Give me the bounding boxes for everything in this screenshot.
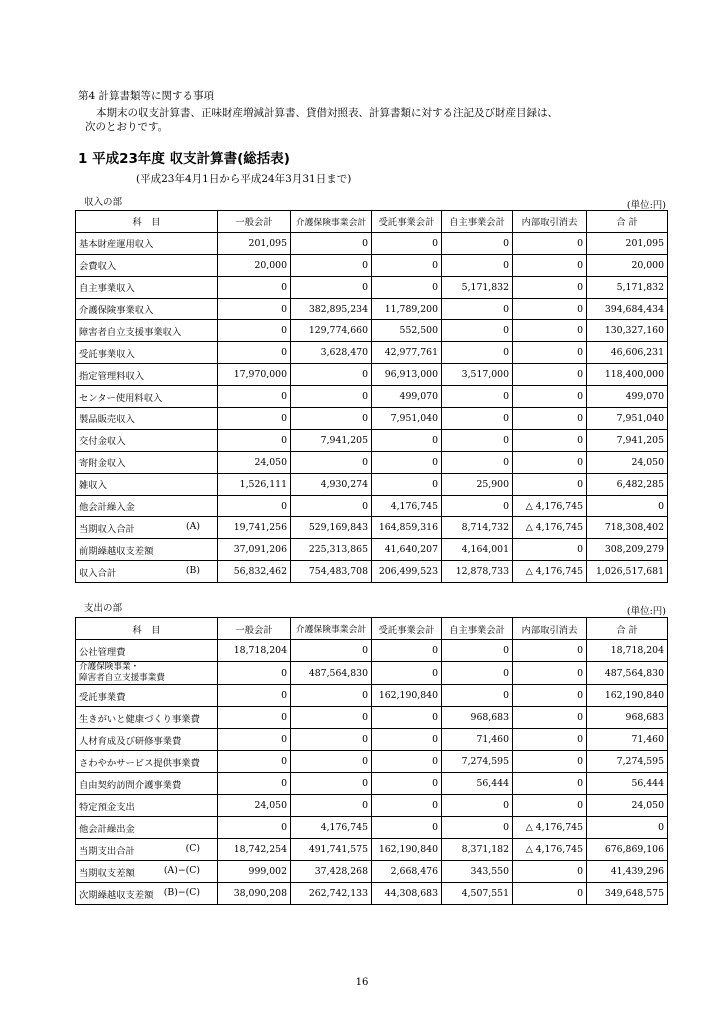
row-item-label: 介護保険事業・ xyxy=(79,662,140,672)
income-table xyxy=(75,210,668,583)
cell-total: 308,209,279 xyxy=(587,539,668,561)
row-item-cell xyxy=(76,232,218,254)
row-item-cell xyxy=(76,451,218,473)
cell-total: 968,683 xyxy=(587,707,668,729)
row-item-cell xyxy=(76,429,218,451)
cell-consigned: 162,190,840 xyxy=(372,685,442,707)
cell-self-business: 0 xyxy=(442,795,513,817)
table-row xyxy=(76,561,668,583)
table-row xyxy=(76,707,668,729)
cell-general: 0 xyxy=(218,320,291,342)
table-row xyxy=(76,685,668,707)
cell-general: 38,090,208 xyxy=(218,883,291,905)
cell-self-business: 8,371,182 xyxy=(442,839,513,861)
cell-consigned: 4,176,745 xyxy=(372,495,442,517)
cell-care-insurance: 0 xyxy=(291,685,372,707)
cell-care-insurance: 491,741,575 xyxy=(291,839,372,861)
header-consigned: 受託事業会計 xyxy=(372,211,442,233)
row-item-cell xyxy=(76,861,218,883)
cell-self-business: 0 xyxy=(442,298,513,320)
table-row xyxy=(76,495,668,517)
cell-internal-elimination: △ 4,176,745 xyxy=(513,839,587,861)
cell-care-insurance: 0 xyxy=(291,451,372,473)
cell-general: 19,741,256 xyxy=(218,517,291,539)
cell-total: 7,951,040 xyxy=(587,408,668,430)
cell-total: 0 xyxy=(587,495,668,517)
cell-total: 7,941,205 xyxy=(587,429,668,451)
cell-total: 118,400,000 xyxy=(587,364,668,386)
cell-self-business: 0 xyxy=(442,451,513,473)
row-item-label: さわやかサービス提供事業費 xyxy=(79,757,200,769)
row-item-cell xyxy=(76,773,218,795)
row-item-cell xyxy=(76,707,218,729)
header-internal-elimination: 内部取引消去 xyxy=(513,211,587,233)
intro-text-line1: 本期末の収支計算書、正味財産増減計算書、貸借対照表、計算書類に対する注記及び財産目録は、 xyxy=(96,107,558,119)
cell-general: 201,095 xyxy=(218,232,291,254)
row-item-cell xyxy=(76,561,218,583)
cell-care-insurance: 7,941,205 xyxy=(291,429,372,451)
table-row xyxy=(76,298,668,320)
cell-consigned: 0 xyxy=(372,429,442,451)
cell-total: 394,684,434 xyxy=(587,298,668,320)
cell-internal-elimination: 0 xyxy=(513,429,587,451)
cell-internal-elimination: 0 xyxy=(513,364,587,386)
cell-consigned: 0 xyxy=(372,640,442,662)
row-item-cell xyxy=(76,517,218,539)
cell-total: 1,026,517,681 xyxy=(587,561,668,583)
cell-consigned: 499,070 xyxy=(372,386,442,408)
cell-consigned: 552,500 xyxy=(372,320,442,342)
table-row xyxy=(76,517,668,539)
expense-table xyxy=(75,617,668,905)
row-item-reference: (A) xyxy=(186,520,200,532)
expense-header-row xyxy=(76,618,668,640)
cell-general: 0 xyxy=(218,408,291,430)
cell-general: 0 xyxy=(218,773,291,795)
header-general: 一般会計 xyxy=(218,211,291,233)
cell-general: 0 xyxy=(218,751,291,773)
income-header-row xyxy=(76,211,668,233)
row-item-cell xyxy=(76,473,218,495)
row-item-label: 介護保険事業収入 xyxy=(79,305,154,316)
table-row xyxy=(76,861,668,883)
cell-care-insurance: 262,742,133 xyxy=(291,883,372,905)
cell-general: 56,832,462 xyxy=(218,561,291,583)
cell-self-business: 0 xyxy=(442,817,513,839)
cell-internal-elimination: 0 xyxy=(513,861,587,883)
table-row xyxy=(76,751,668,773)
cell-general: 0 xyxy=(218,662,291,685)
cell-self-business: 4,164,001 xyxy=(442,539,513,561)
header-self-business: 自主事業会計 xyxy=(442,211,513,233)
row-item-cell xyxy=(76,817,218,839)
row-item-cell xyxy=(76,662,218,685)
cell-general: 18,718,204 xyxy=(218,640,291,662)
cell-general: 24,050 xyxy=(218,795,291,817)
cell-consigned: 0 xyxy=(372,232,442,254)
cell-care-insurance: 0 xyxy=(291,751,372,773)
cell-consigned: 0 xyxy=(372,473,442,495)
row-item-cell xyxy=(76,342,218,364)
cell-general: 17,970,000 xyxy=(218,364,291,386)
row-item-cell xyxy=(76,364,218,386)
row-item-label: 他会計繰出金 xyxy=(79,823,135,835)
cell-consigned: 0 xyxy=(372,773,442,795)
row-item-label: 次期繰越収支差額 xyxy=(79,889,154,901)
row-item-label: 寄附金収入 xyxy=(79,458,126,470)
cell-general: 24,050 xyxy=(218,451,291,473)
cell-total: 71,460 xyxy=(587,729,668,751)
expense-unit-label: (単位:円) xyxy=(626,606,666,617)
cell-self-business: 8,714,732 xyxy=(442,517,513,539)
cell-care-insurance: 4,930,274 xyxy=(291,473,372,495)
cell-consigned: 0 xyxy=(372,795,442,817)
cell-self-business: 0 xyxy=(442,640,513,662)
cell-consigned: 0 xyxy=(372,276,442,298)
cell-total: 349,648,575 xyxy=(587,883,668,905)
row-item-cell xyxy=(76,839,218,861)
row-item-label: 自主事業収入 xyxy=(79,283,135,295)
row-item-label: 製品販売収入 xyxy=(79,414,135,426)
cell-care-insurance: 0 xyxy=(291,495,372,517)
cell-total: 46,606,231 xyxy=(587,342,668,364)
statement-title: 1 平成23年度 収支計算書(総括表) xyxy=(78,151,290,167)
cell-self-business: 4,507,551 xyxy=(442,883,513,905)
cell-general: 1,526,111 xyxy=(218,473,291,495)
cell-general: 0 xyxy=(218,429,291,451)
row-item-label: 受託事業収入 xyxy=(79,348,135,360)
cell-internal-elimination: 0 xyxy=(513,883,587,905)
cell-self-business: 0 xyxy=(442,342,513,364)
cell-internal-elimination: 0 xyxy=(513,386,587,408)
cell-self-business: 0 xyxy=(442,429,513,451)
cell-care-insurance: 37,428,268 xyxy=(291,861,372,883)
row-item-cell xyxy=(76,276,218,298)
row-item-label: 収入合計 xyxy=(79,567,117,579)
cell-consigned: 7,951,040 xyxy=(372,408,442,430)
cell-total: 162,190,840 xyxy=(587,685,668,707)
cell-care-insurance: 129,774,660 xyxy=(291,320,372,342)
table-row xyxy=(76,729,668,751)
table-row xyxy=(76,364,668,386)
table-row xyxy=(76,883,668,905)
row-item-cell xyxy=(76,729,218,751)
cell-total: 201,095 xyxy=(587,232,668,254)
header-item: 科 目 xyxy=(76,211,218,233)
header-total: 合 計 xyxy=(587,618,668,640)
row-item-label: 自由契約訪問介護事業費 xyxy=(79,779,182,791)
cell-internal-elimination: 0 xyxy=(513,451,587,473)
cell-self-business: 968,683 xyxy=(442,707,513,729)
row-item-cell xyxy=(76,408,218,430)
cell-care-insurance: 382,895,234 xyxy=(291,298,372,320)
cell-consigned: 0 xyxy=(372,751,442,773)
cell-care-insurance: 0 xyxy=(291,729,372,751)
row-item-label: 公社管理費 xyxy=(79,646,126,658)
cell-total: 41,439,296 xyxy=(587,861,668,883)
cell-care-insurance: 4,176,745 xyxy=(291,817,372,839)
cell-internal-elimination: 0 xyxy=(513,707,587,729)
header-item: 科 目 xyxy=(76,618,218,640)
cell-internal-elimination: 0 xyxy=(513,685,587,707)
row-item-cell xyxy=(76,495,218,517)
cell-internal-elimination: 0 xyxy=(513,773,587,795)
cell-care-insurance: 0 xyxy=(291,773,372,795)
income-section-label: 収入の部 xyxy=(84,197,123,208)
cell-general: 0 xyxy=(218,386,291,408)
cell-total: 676,869,106 xyxy=(587,839,668,861)
table-row xyxy=(76,817,668,839)
cell-self-business: 0 xyxy=(442,662,513,685)
cell-care-insurance: 0 xyxy=(291,386,372,408)
cell-consigned: 0 xyxy=(372,707,442,729)
row-item-reference: (C) xyxy=(185,842,200,854)
cell-self-business: 7,274,595 xyxy=(442,751,513,773)
cell-care-insurance: 487,564,830 xyxy=(291,662,372,685)
cell-self-business: 0 xyxy=(442,254,513,276)
row-item-cell xyxy=(76,640,218,662)
cell-total: 6,482,285 xyxy=(587,473,668,495)
cell-consigned: 41,640,207 xyxy=(372,539,442,561)
row-item-label: 当期支出合計 xyxy=(79,845,135,857)
cell-total: 56,444 xyxy=(587,773,668,795)
cell-care-insurance: 0 xyxy=(291,364,372,386)
cell-internal-elimination: 0 xyxy=(513,320,587,342)
row-item-label: 会費収入 xyxy=(79,261,117,273)
cell-care-insurance: 0 xyxy=(291,640,372,662)
header-care-insurance: 介護保険事業会計 xyxy=(291,211,372,233)
cell-internal-elimination: 0 xyxy=(513,408,587,430)
row-item-reference: (A)−(C) xyxy=(163,864,200,876)
row-item-label: 当期収入合計 xyxy=(79,523,135,535)
cell-consigned: 0 xyxy=(372,729,442,751)
row-item-cell xyxy=(76,883,218,905)
row-item-label-line2: 障害者自立支援事業費 xyxy=(79,673,165,683)
cell-care-insurance: 0 xyxy=(291,276,372,298)
row-item-cell xyxy=(76,685,218,707)
cell-general: 0 xyxy=(218,707,291,729)
row-item-cell xyxy=(76,386,218,408)
header-total: 合 計 xyxy=(587,211,668,233)
table-row xyxy=(76,662,668,685)
header-internal-elimination: 内部取引消去 xyxy=(513,618,587,640)
cell-consigned: 44,308,683 xyxy=(372,883,442,905)
table-row xyxy=(76,640,668,662)
cell-internal-elimination: △ 4,176,745 xyxy=(513,561,587,583)
table-row xyxy=(76,539,668,561)
cell-total: 499,070 xyxy=(587,386,668,408)
table-row xyxy=(76,342,668,364)
cell-self-business: 56,444 xyxy=(442,773,513,795)
cell-care-insurance: 0 xyxy=(291,795,372,817)
row-item-cell xyxy=(76,254,218,276)
row-item-label: 障害者自立支援事業収入 xyxy=(79,326,182,338)
header-general: 一般会計 xyxy=(218,618,291,640)
row-item-label: 生きがいと健康づくり事業費 xyxy=(79,713,200,725)
cell-total: 0 xyxy=(587,817,668,839)
table-row xyxy=(76,773,668,795)
table-row xyxy=(76,795,668,817)
cell-internal-elimination: 0 xyxy=(513,298,587,320)
cell-care-insurance: 0 xyxy=(291,232,372,254)
row-item-label: 雑収入 xyxy=(79,480,107,492)
income-unit-label: (単位:円) xyxy=(626,200,666,211)
row-item-label: 人材育成及び研修事業費 xyxy=(79,735,182,747)
table-row xyxy=(76,408,668,430)
row-item-label: センター使用料収入 xyxy=(79,392,163,404)
cell-total: 24,050 xyxy=(587,795,668,817)
cell-care-insurance: 529,169,843 xyxy=(291,517,372,539)
cell-consigned: 96,913,000 xyxy=(372,364,442,386)
cell-self-business: 0 xyxy=(442,495,513,517)
cell-total: 487,564,830 xyxy=(587,662,668,685)
cell-care-insurance: 0 xyxy=(291,408,372,430)
row-item-cell xyxy=(76,751,218,773)
table-row xyxy=(76,451,668,473)
cell-internal-elimination: 0 xyxy=(513,729,587,751)
row-item-cell xyxy=(76,320,218,342)
row-item-cell xyxy=(76,539,218,561)
cell-consigned: 162,190,840 xyxy=(372,839,442,861)
header-self-business: 自主事業会計 xyxy=(442,618,513,640)
table-row xyxy=(76,276,668,298)
cell-self-business: 0 xyxy=(442,232,513,254)
cell-total: 18,718,204 xyxy=(587,640,668,662)
cell-internal-elimination: 0 xyxy=(513,342,587,364)
expense-section-label: 支出の部 xyxy=(84,603,123,614)
cell-total: 5,171,832 xyxy=(587,276,668,298)
row-item-label: 前期繰越収支差額 xyxy=(79,545,154,557)
cell-general: 0 xyxy=(218,342,291,364)
cell-general: 18,742,254 xyxy=(218,839,291,861)
table-row xyxy=(76,386,668,408)
cell-self-business: 0 xyxy=(442,408,513,430)
cell-consigned: 11,789,200 xyxy=(372,298,442,320)
table-row xyxy=(76,839,668,861)
cell-internal-elimination: △ 4,176,745 xyxy=(513,495,587,517)
cell-internal-elimination: △ 4,176,745 xyxy=(513,817,587,839)
cell-general: 0 xyxy=(218,685,291,707)
cell-internal-elimination: 0 xyxy=(513,473,587,495)
cell-consigned: 2,668,476 xyxy=(372,861,442,883)
cell-consigned: 0 xyxy=(372,451,442,473)
cell-internal-elimination: 0 xyxy=(513,539,587,561)
cell-self-business: 25,900 xyxy=(442,473,513,495)
section-heading: 第4 計算書類等に関する事項 xyxy=(78,90,215,102)
cell-care-insurance: 0 xyxy=(291,254,372,276)
cell-self-business: 3,517,000 xyxy=(442,364,513,386)
cell-total: 130,327,160 xyxy=(587,320,668,342)
row-item-label: 受託事業費 xyxy=(79,691,126,703)
cell-total: 718,308,402 xyxy=(587,517,668,539)
cell-internal-elimination: △ 4,176,745 xyxy=(513,517,587,539)
cell-care-insurance: 3,628,470 xyxy=(291,342,372,364)
page-number: 16 xyxy=(355,977,369,988)
cell-consigned: 0 xyxy=(372,817,442,839)
row-item-label: 特定預金支出 xyxy=(79,801,135,813)
cell-general: 999,002 xyxy=(218,861,291,883)
table-row xyxy=(76,254,668,276)
table-row xyxy=(76,473,668,495)
cell-general: 20,000 xyxy=(218,254,291,276)
intro-text-line2: 次のとおりです。 xyxy=(85,121,169,133)
row-item-reference: (B)−(C) xyxy=(163,886,200,898)
row-item-cell xyxy=(76,298,218,320)
row-item-label: 基本財産運用収入 xyxy=(79,239,154,251)
cell-consigned: 0 xyxy=(372,254,442,276)
cell-care-insurance: 0 xyxy=(291,707,372,729)
cell-general: 0 xyxy=(218,495,291,517)
cell-general: 37,091,206 xyxy=(218,539,291,561)
cell-total: 24,050 xyxy=(587,451,668,473)
cell-self-business: 0 xyxy=(442,386,513,408)
cell-self-business: 12,878,733 xyxy=(442,561,513,583)
header-consigned: 受託事業会計 xyxy=(372,618,442,640)
cell-consigned: 164,859,316 xyxy=(372,517,442,539)
cell-general: 0 xyxy=(218,276,291,298)
cell-total: 7,274,595 xyxy=(587,751,668,773)
table-row xyxy=(76,320,668,342)
cell-internal-elimination: 0 xyxy=(513,795,587,817)
cell-self-business: 0 xyxy=(442,320,513,342)
row-item-label: 他会計繰入金 xyxy=(79,502,135,514)
cell-consigned: 0 xyxy=(372,662,442,685)
cell-self-business: 71,460 xyxy=(442,729,513,751)
cell-consigned: 206,499,523 xyxy=(372,561,442,583)
cell-general: 0 xyxy=(218,298,291,320)
cell-self-business: 343,550 xyxy=(442,861,513,883)
cell-internal-elimination: 0 xyxy=(513,662,587,685)
cell-internal-elimination: 0 xyxy=(513,276,587,298)
cell-general: 0 xyxy=(218,817,291,839)
table-row xyxy=(76,232,668,254)
cell-internal-elimination: 0 xyxy=(513,751,587,773)
cell-general: 0 xyxy=(218,729,291,751)
cell-internal-elimination: 0 xyxy=(513,254,587,276)
row-item-cell xyxy=(76,795,218,817)
fiscal-period: (平成23年4月1日から平成24年3月31日まで) xyxy=(136,173,352,185)
row-item-reference: (B) xyxy=(185,564,200,576)
table-row xyxy=(76,429,668,451)
cell-care-insurance: 225,313,865 xyxy=(291,539,372,561)
header-care-insurance: 介護保険事業会計 xyxy=(291,618,372,640)
cell-internal-elimination: 0 xyxy=(513,232,587,254)
cell-internal-elimination: 0 xyxy=(513,640,587,662)
cell-consigned: 42,977,761 xyxy=(372,342,442,364)
cell-self-business: 0 xyxy=(442,685,513,707)
cell-total: 20,000 xyxy=(587,254,668,276)
row-item-label: 交付金収入 xyxy=(79,436,126,448)
cell-self-business: 5,171,832 xyxy=(442,276,513,298)
row-item-label: 当期収支差額 xyxy=(79,867,135,879)
cell-care-insurance: 754,483,708 xyxy=(291,561,372,583)
row-item-label: 指定管理料収入 xyxy=(79,370,145,382)
